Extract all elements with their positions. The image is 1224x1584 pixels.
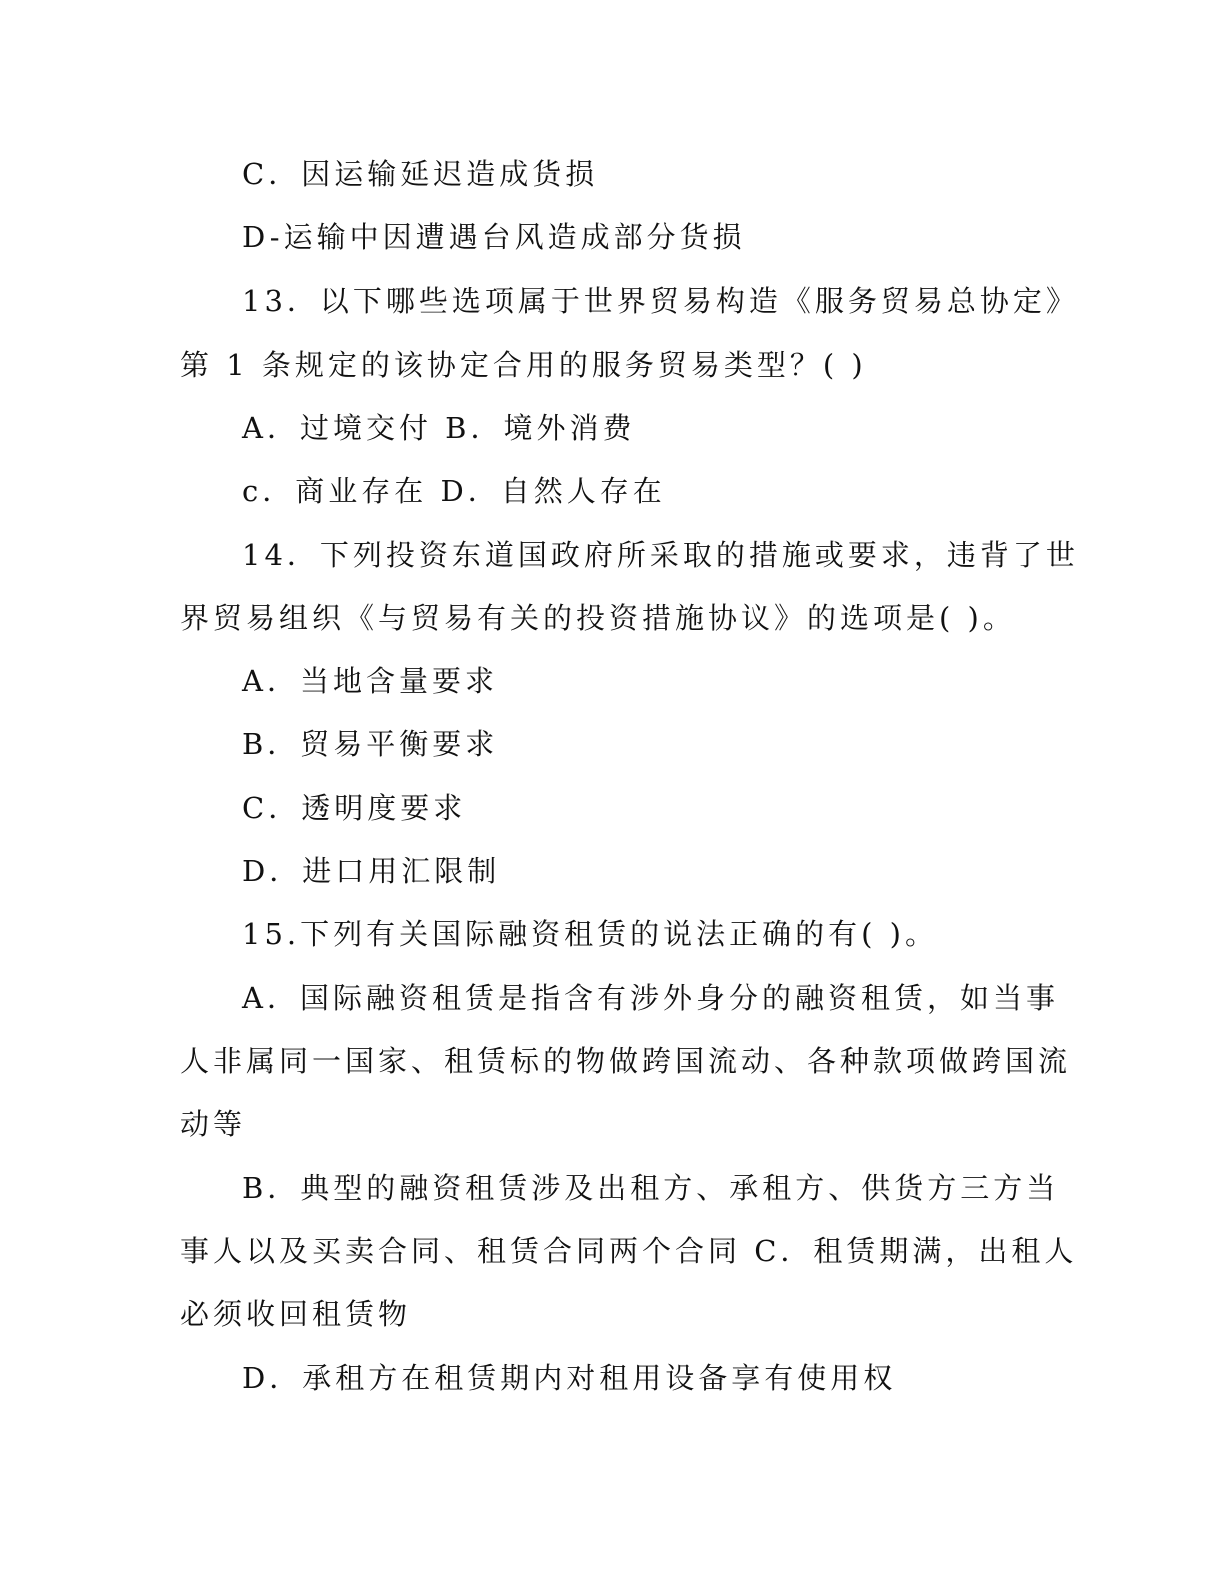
- q14-option-b: B．贸易平衡要求: [242, 727, 499, 761]
- q15-stem: 15.下列有关国际融资租赁的说法正确的有( )。: [242, 917, 938, 951]
- q14-option-c: C．透明度要求: [242, 791, 467, 825]
- q15-option-d: D．承租方在租赁期内对租用设备享有使用权: [242, 1361, 897, 1395]
- q12-option-d: D-运输中因遭遇台风造成部分货损: [242, 220, 746, 254]
- q15-option-b-line-2: 事人以及买卖合同、租赁合同两个合同 C．租赁期满，出租人: [180, 1234, 1078, 1268]
- q13-options-ab: A．过境交付 B．境外消费: [242, 411, 636, 445]
- q15-option-a-line-2: 人非属同一国家、租赁标的物做跨国流动、各种款项做跨国流: [180, 1044, 1072, 1078]
- q15-option-a-line-1: A．国际融资租赁是指含有涉外身分的融资租赁，如当事: [242, 981, 1059, 1015]
- q15-option-a-line-3: 动等: [180, 1107, 247, 1141]
- q14-option-d: D．进口用汇限制: [242, 854, 501, 888]
- q13-stem-line-1: 13．以下哪些选项属于世界贸易构造《服务贸易总协定》: [242, 284, 1079, 318]
- q12-option-c: C．因运输延迟造成货损: [242, 157, 599, 191]
- q13-options-cd: c．商业存在 D．自然人存在: [242, 474, 666, 508]
- q15-option-c-line-2: 必须收回租赁物: [180, 1297, 412, 1331]
- q14-stem-line-2: 界贸易组织《与贸易有关的投资措施协议》的选项是( )。: [180, 601, 1016, 635]
- q14-stem-line-1: 14．下列投资东道国政府所采取的措施或要求，违背了世: [242, 538, 1079, 572]
- q13-stem-line-2: 第 1 条规定的该协定合用的服务贸易类型？( ): [180, 348, 867, 382]
- q15-option-b-line-1: B．典型的融资租赁涉及出租方、承租方、供货方三方当: [242, 1171, 1060, 1205]
- q14-option-a: A．当地含量要求: [242, 664, 498, 698]
